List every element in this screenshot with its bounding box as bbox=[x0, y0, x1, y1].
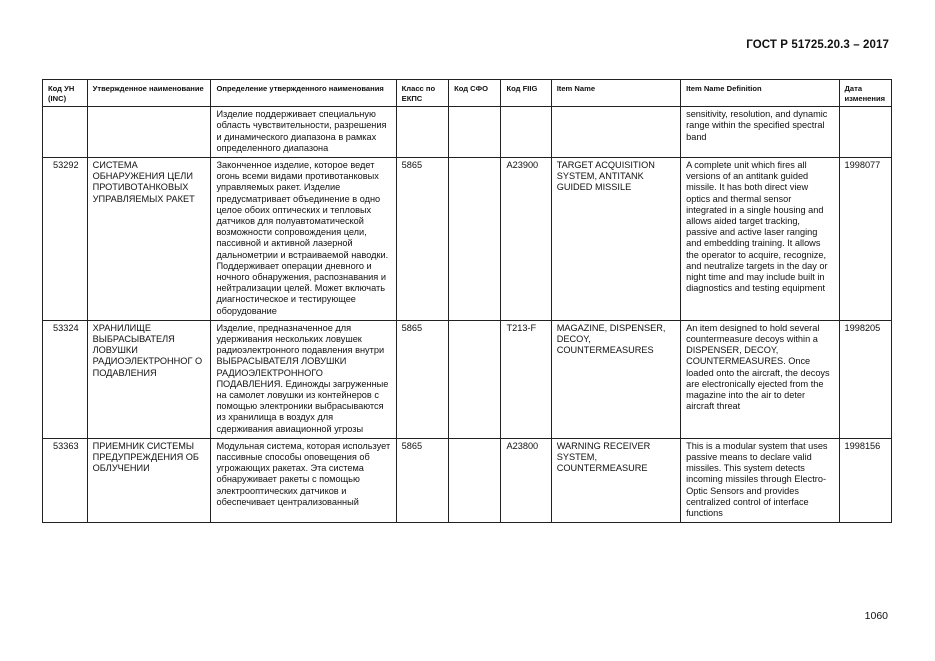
cell-item-definition: sensitivity, resolution, and dynamic range within the specified spectral band bbox=[681, 107, 839, 158]
cell-sfo bbox=[449, 107, 501, 158]
cell-date: 1998156 bbox=[839, 438, 892, 522]
table-row bbox=[43, 158, 892, 321]
cell-ekps: 5865 bbox=[396, 158, 448, 321]
document-code: ГОСТ Р 51725.20.3 – 2017 bbox=[746, 39, 889, 51]
header-approved-name: Утвержденное наименование bbox=[87, 80, 211, 107]
cell-code bbox=[43, 107, 88, 158]
cell-code: 53363 bbox=[43, 438, 88, 522]
cell-item-name: WARNING RECEIVER SYSTEM, COUNTERMEASURE bbox=[551, 438, 680, 522]
header-name-definition: Определение утвержденного наименования bbox=[211, 80, 396, 107]
cell-fiig: A23800 bbox=[501, 438, 551, 522]
cell-fiig bbox=[501, 107, 551, 158]
catalog-table bbox=[42, 79, 892, 523]
header-item-name: Item Name bbox=[551, 80, 680, 107]
cell-date bbox=[839, 107, 892, 158]
cell-sfo bbox=[449, 320, 501, 438]
cell-name: ПРИЕМНИК СИСТЕМЫ ПРЕДУПРЕЖДЕНИЯ ОБ ОБЛУЧЕНИИ bbox=[87, 438, 211, 522]
cell-definition: Законченное изделие, которое ведет огонь всеми видами противотанковых управляемых ракет. Изделие предусматривает объединение в одно целое обоих оптических и тепловых датчиков для полуавтоматической возможности сопровождения цели, пассивной и активной лазерной дальнометрии и встраиваемой наводки. Поддерживает операции дневного и ночного обнаружения, распознавания и нейтрализации целей. Может включать диагностическое и тестирующее оборудование bbox=[211, 158, 396, 321]
page-number: 1060 bbox=[864, 610, 888, 622]
cell-ekps: 5865 bbox=[396, 320, 448, 438]
cell-ekps bbox=[396, 107, 448, 158]
cell-definition: Модульная система, которая использует пассивные способы оповещения об угрожающих ракетах. Эта система обнаруживает ракеты с помощью электрооптических датчиков и обеспечивает централизованный bbox=[211, 438, 396, 522]
table-row bbox=[43, 320, 892, 438]
header-item-name-definition: Item Name Definition bbox=[681, 80, 839, 107]
cell-definition: Изделие поддерживает специальную область чувствительности, разрешения и динамического диапазона в рамках определенного диапазона bbox=[211, 107, 396, 158]
cell-date: 1998077 bbox=[839, 158, 892, 321]
cell-item-definition: This is a modular system that uses passive means to declare valid missiles. This system detects incoming missiles through Electro-Optic Sensors and provides centralized control of interface functions bbox=[681, 438, 839, 522]
cell-name: СИСТЕМА ОБНАРУЖЕНИЯ ЦЕЛИ ПРОТИВОТАНКОВЫХ УПРАВЛЯЕМЫХ РАКЕТ bbox=[87, 158, 211, 321]
header-change-date: Дата изменения bbox=[839, 80, 892, 107]
table-header-row bbox=[43, 80, 892, 107]
cell-item-name: MAGAZINE, DISPENSER, DECOY, COUNTERMEASURES bbox=[551, 320, 680, 438]
cell-date: 1998205 bbox=[839, 320, 892, 438]
table-row bbox=[43, 438, 892, 522]
cell-item-definition: An item designed to hold several countermeasure decoys within a DISPENSER, DECOY, COUNTERMEASURES. Once loaded onto the aircraft, the decoys are electronically ejected from the magazine into the air to deter aircraft threat bbox=[681, 320, 839, 438]
cell-fiig: T213-F bbox=[501, 320, 551, 438]
cell-item-name bbox=[551, 107, 680, 158]
cell-ekps: 5865 bbox=[396, 438, 448, 522]
cell-definition: Изделие, предназначенное для удерживания нескольких ловушек радиоэлектронного подавления внутри ВЫБРАСЫВАТЕЛЯ ЛОВУШКИ РАДИОЭЛЕКТРОННОГО ПОДАВЛЕНИЯ. Единожды загруженные на самолет ловушки из контейнеров с помощью электроники выбрасываются из хранилища в воздух для сдерживания авиационной угрозы bbox=[211, 320, 396, 438]
cell-item-definition: A complete unit which fires all versions of an antitank guided missile. It has both direct view optics and thermal sensor integrated in a single housing and allows aided target tracking, passive and active laser ranging and embedding training. It allows the operator to acquire, recognize, and neutralize targets in the day or night time and may include built in diagnostics and testing equipment bbox=[681, 158, 839, 321]
cell-name: ХРАНИЛИЩЕ ВЫБРАСЫВАТЕЛЯ ЛОВУШКИ РАДИОЭЛЕКТРОННОГ О ПОДАВЛЕНИЯ bbox=[87, 320, 211, 438]
cell-name bbox=[87, 107, 211, 158]
table-row bbox=[43, 107, 892, 158]
header-ekps-class: Класс по ЕКПС bbox=[396, 80, 448, 107]
cell-code: 53292 bbox=[43, 158, 88, 321]
header-sfo-code: Код СФО bbox=[449, 80, 501, 107]
header-code-inc: Код УН (INC) bbox=[43, 80, 88, 107]
cell-item-name: TARGET ACQUISITION SYSTEM, ANTITANK GUIDED MISSILE bbox=[551, 158, 680, 321]
cell-sfo bbox=[449, 158, 501, 321]
cell-sfo bbox=[449, 438, 501, 522]
cell-fiig: A23900 bbox=[501, 158, 551, 321]
header-fiig-code: Код FIIG bbox=[501, 80, 551, 107]
cell-code: 53324 bbox=[43, 320, 88, 438]
